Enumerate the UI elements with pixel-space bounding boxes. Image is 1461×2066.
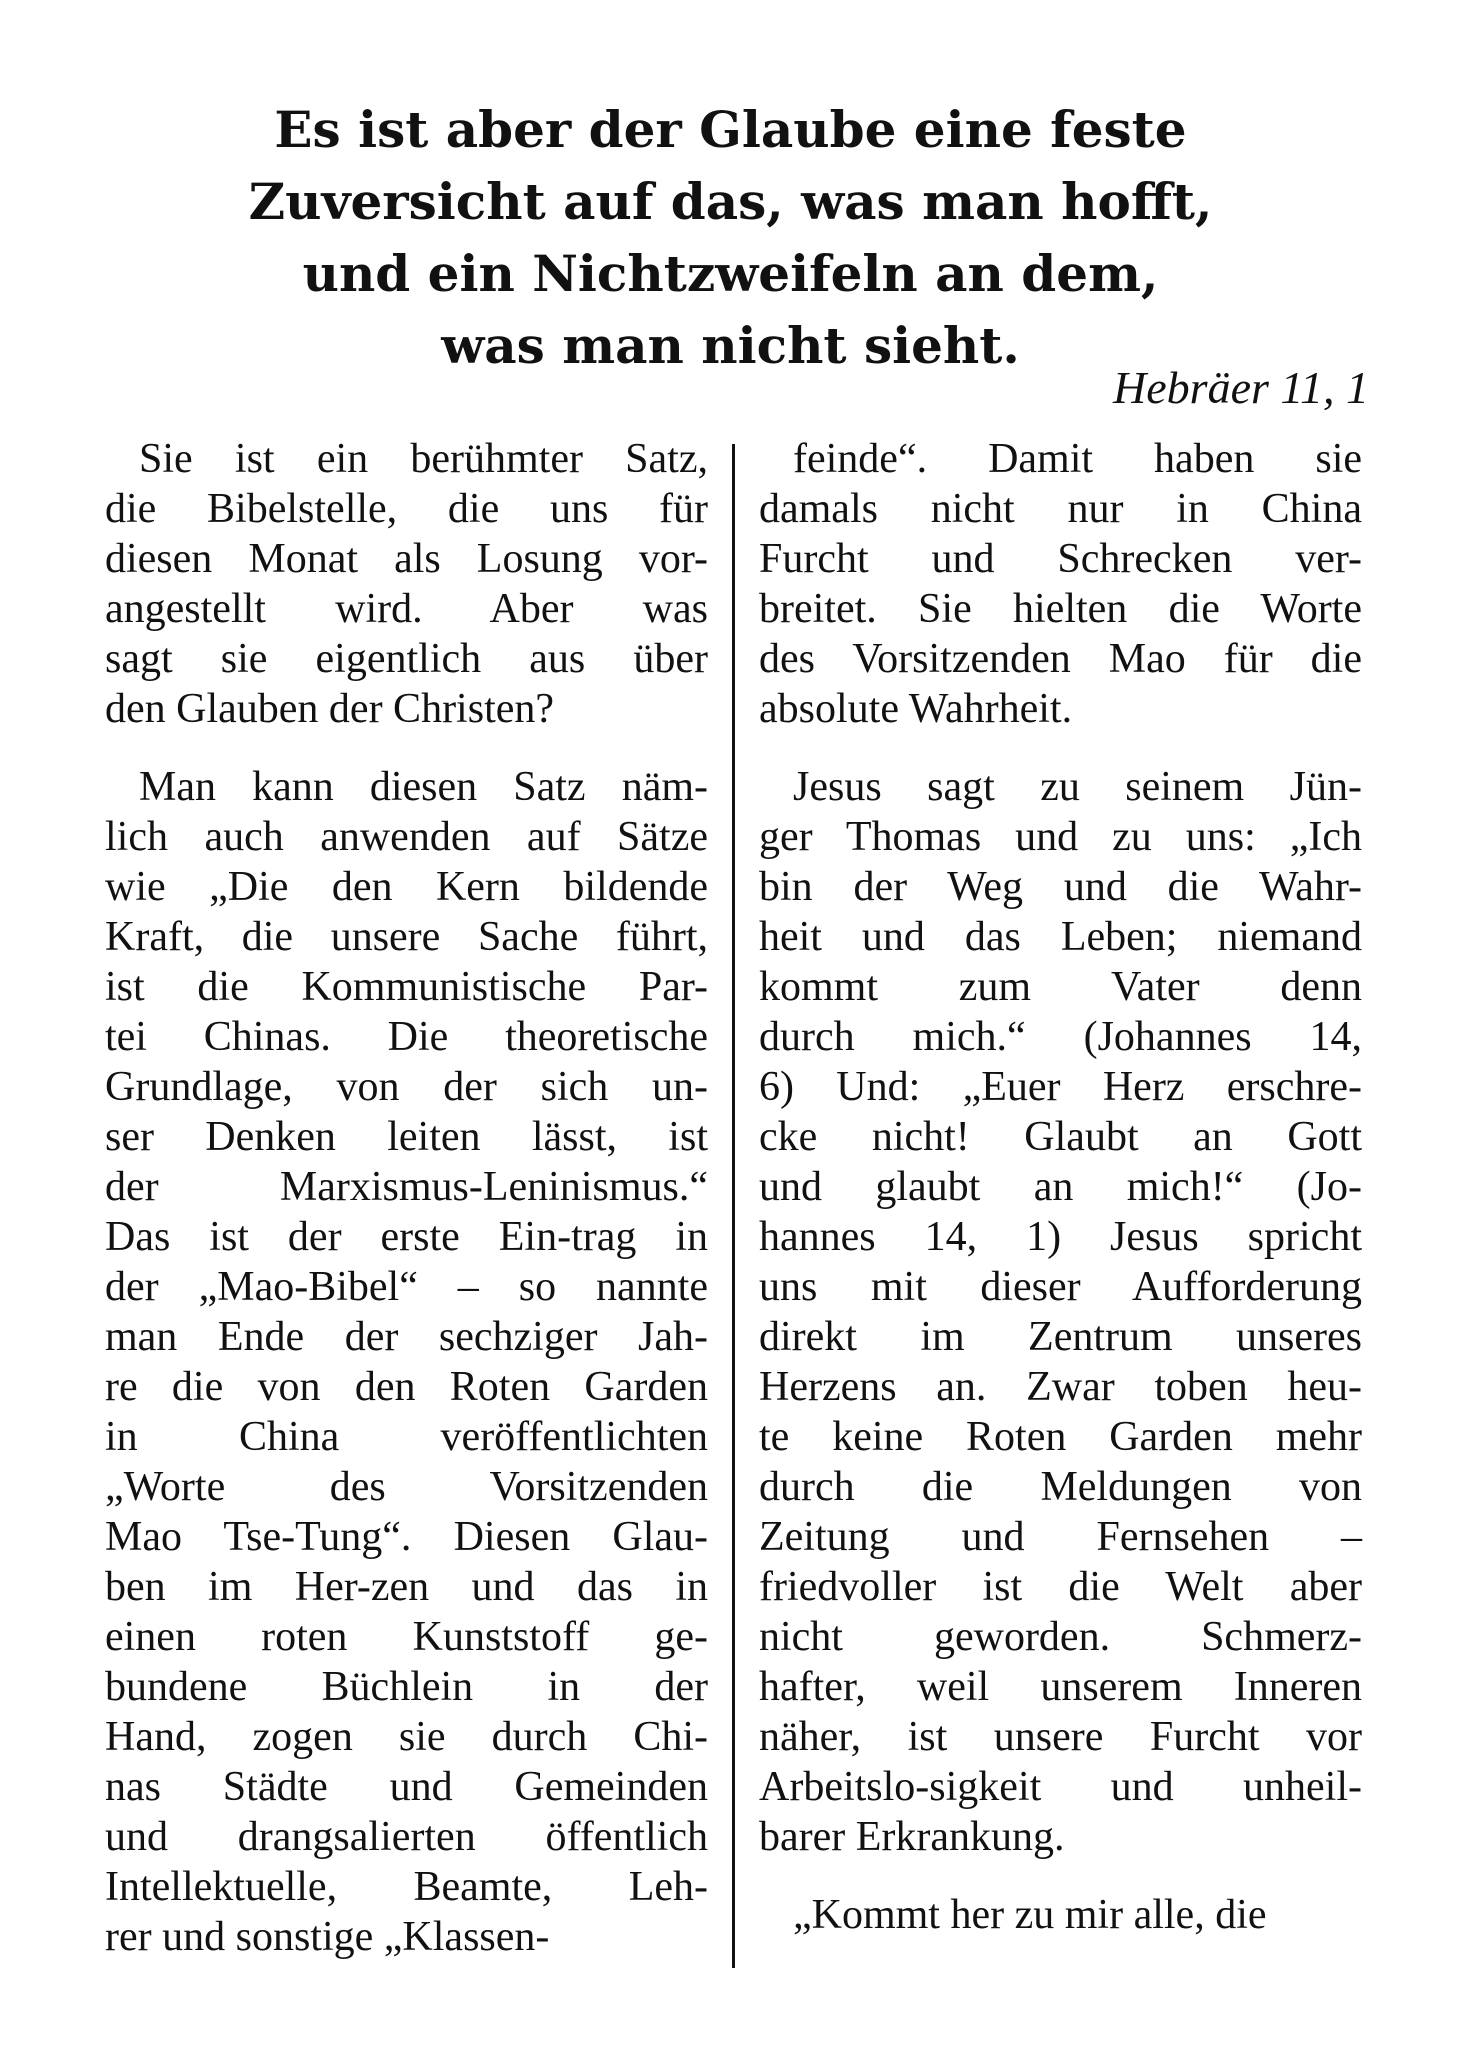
text-line: Furcht und Schrecken ver- [759,536,1362,582]
text-line: hannes 14, 1) Jesus spricht [759,1214,1362,1260]
text-line: Herzens an. Zwar toben heu- [759,1364,1362,1410]
text-line: tei Chinas. Die theoretische [105,1014,708,1060]
text-line: uns mit dieser Aufforderung [759,1264,1362,1310]
text-line: Das ist der erste Ein-trag in [105,1214,708,1260]
text-line: „Worte des Vorsitzenden [105,1464,708,1510]
text-line: nas Städte und Gemeinden [105,1764,708,1810]
text-line: diesen Monat als Losung vor- [105,536,708,582]
text-line: heit und das Leben; niemand [759,914,1362,960]
text-line: man Ende der sechziger Jah- [105,1314,708,1360]
paragraph [759,762,1362,1862]
bible-reference: Hebräer 11, 1 [1113,362,1369,413]
paragraph [105,762,708,1962]
text-line: des Vorsitzenden Mao für die [759,636,1362,682]
text-line: „Kommt her zu mir alle, die [793,1892,1267,1938]
column-divider [732,444,735,1968]
text-line: te keine Roten Garden mehr [759,1414,1362,1460]
text-line: breitet. Sie hielten die Worte [759,586,1362,632]
left-column [105,434,708,1990]
text-line: Arbeitslo-sigkeit und unheil- [759,1764,1362,1810]
text-line: bundene Büchlein in der [105,1664,708,1710]
text-line: ben im Her-zen und das in [105,1564,708,1610]
text-line: direkt im Zentrum unseres [759,1314,1362,1360]
text-line: wie „Die den Kern bildende [105,864,708,910]
paragraph [759,1890,1362,1940]
text-line: den Glauben der Christen? [105,686,555,732]
text-line: lich auch anwenden auf Sätze [105,814,708,860]
text-line: damals nicht nur in China [759,486,1362,532]
text-line: hafter, weil unserem Inneren [759,1664,1362,1710]
text-line: Hand, zogen sie durch Chi- [105,1714,708,1760]
text-line: Mao Tse-Tung“. Diesen Glau- [105,1514,708,1560]
text-line: Intellektuelle, Beamte, Leh- [105,1864,708,1910]
text-line: durch mich.“ (Johannes 14, [759,1014,1362,1060]
text-line: re die von den Roten Garden [105,1364,708,1410]
text-line: Man kann diesen Satz näm- [139,764,708,810]
text-line: barer Erkrankung. [759,1814,1065,1860]
text-line: feinde“. Damit haben sie [793,436,1362,482]
heading-line: Zuversicht auf das, was man hofft, [248,172,1213,231]
text-line: ger Thomas und zu uns: „Ich [759,814,1362,860]
text-line: friedvoller ist die Welt aber [759,1564,1362,1610]
text-line: Grundlage, von der sich un- [105,1064,708,1110]
text-line: 6) Und: „Euer Herz erschre- [759,1064,1362,1110]
text-line: in China veröffentlichten [105,1414,708,1460]
paragraph [759,434,1362,734]
heading-line: und ein Nichtzweifeln an dem, [302,244,1159,303]
text-line: Jesus sagt zu seinem Jün- [793,764,1362,810]
text-line: ist die Kommunistische Par- [105,964,708,1010]
text-line: näher, ist unsere Furcht vor [759,1714,1362,1760]
text-line: nicht geworden. Schmerz- [759,1614,1362,1660]
text-line: einen roten Kunststoff ge- [105,1614,708,1660]
text-line: Sie ist ein berühmter Satz, [139,436,708,482]
text-line: ser Denken leiten lässt, ist [105,1114,708,1160]
text-line: der Marxismus-Leninismus.“ [105,1164,708,1210]
text-line: und glaubt an mich!“ (Jo- [759,1164,1362,1210]
heading-line: Es ist aber der Glaube eine feste [274,100,1187,159]
text-line: und drangsalierten öffentlich [105,1814,708,1860]
text-line: der „Mao-Bibel“ – so nannte [105,1264,708,1310]
text-line: sagt sie eigentlich aus über [105,636,708,682]
text-line: cke nicht! Glaubt an Gott [759,1114,1362,1160]
text-line: kommt zum Vater denn [759,964,1362,1010]
paragraph [105,434,708,734]
text-line: rer und sonstige „Klassen- [105,1914,550,1960]
right-column [759,434,1362,1968]
text-line: absolute Wahrheit. [759,686,1073,732]
text-line: bin der Weg und die Wahr- [759,864,1362,910]
text-line: Zeitung und Fernsehen – [759,1514,1362,1560]
text-line: die Bibelstelle, die uns für [105,486,708,532]
text-line: Kraft, die unsere Sache führt, [105,914,708,960]
heading [140,94,1321,382]
text-line: angestellt wird. Aber was [105,586,708,632]
heading-line: was man nicht sieht. [441,316,1020,375]
text-line: durch die Meldungen von [759,1464,1362,1510]
